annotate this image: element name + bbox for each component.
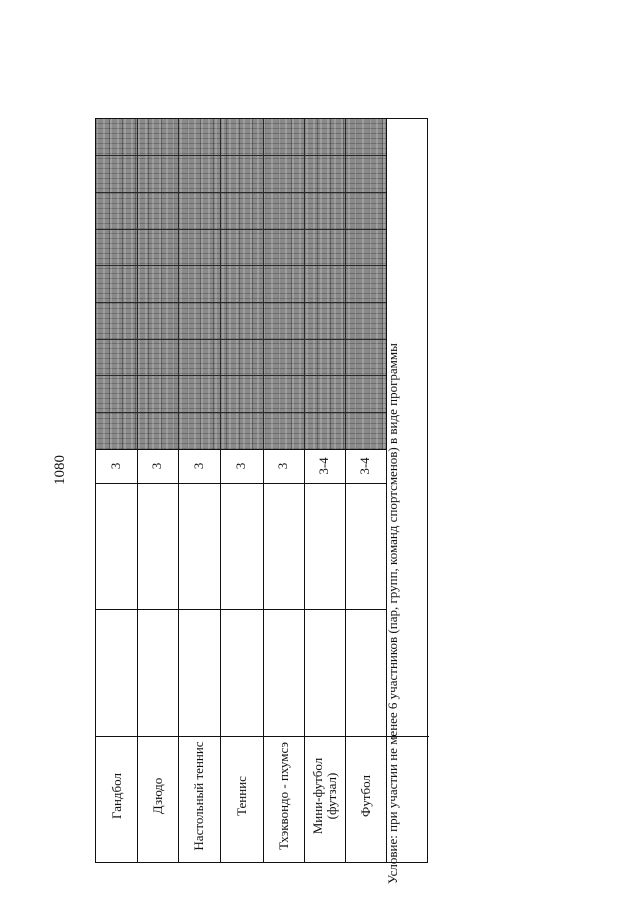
- sports-table: [95, 118, 428, 884]
- shaded-cells: [96, 119, 386, 449]
- sport-name: Теннис: [234, 776, 249, 816]
- page-number: 1080: [52, 455, 68, 485]
- sport-name: Мини-футбол (футзал): [310, 757, 339, 835]
- sport-name: Дзюдо: [150, 777, 165, 815]
- row-value: 3-4: [357, 457, 372, 475]
- footnote: Условие: при участии не менее 6 участников (пар, групп, команд спортсменов) в виде программы: [385, 343, 400, 884]
- column-divider: [96, 609, 386, 610]
- row-value: 3: [233, 462, 248, 470]
- row-value: 3: [191, 462, 206, 470]
- sport-name: Гандбол: [109, 773, 124, 819]
- sport-name: Настольный теннис: [191, 741, 206, 851]
- sport-name: Футбол: [358, 775, 373, 817]
- row-value: 3: [275, 462, 290, 470]
- row-value: 3-4: [316, 457, 331, 475]
- sport-name: Тхэквондо - пхумсэ: [276, 742, 291, 850]
- row-value: 3: [149, 462, 164, 470]
- row-value: 3: [108, 462, 123, 470]
- column-divider: [96, 736, 429, 737]
